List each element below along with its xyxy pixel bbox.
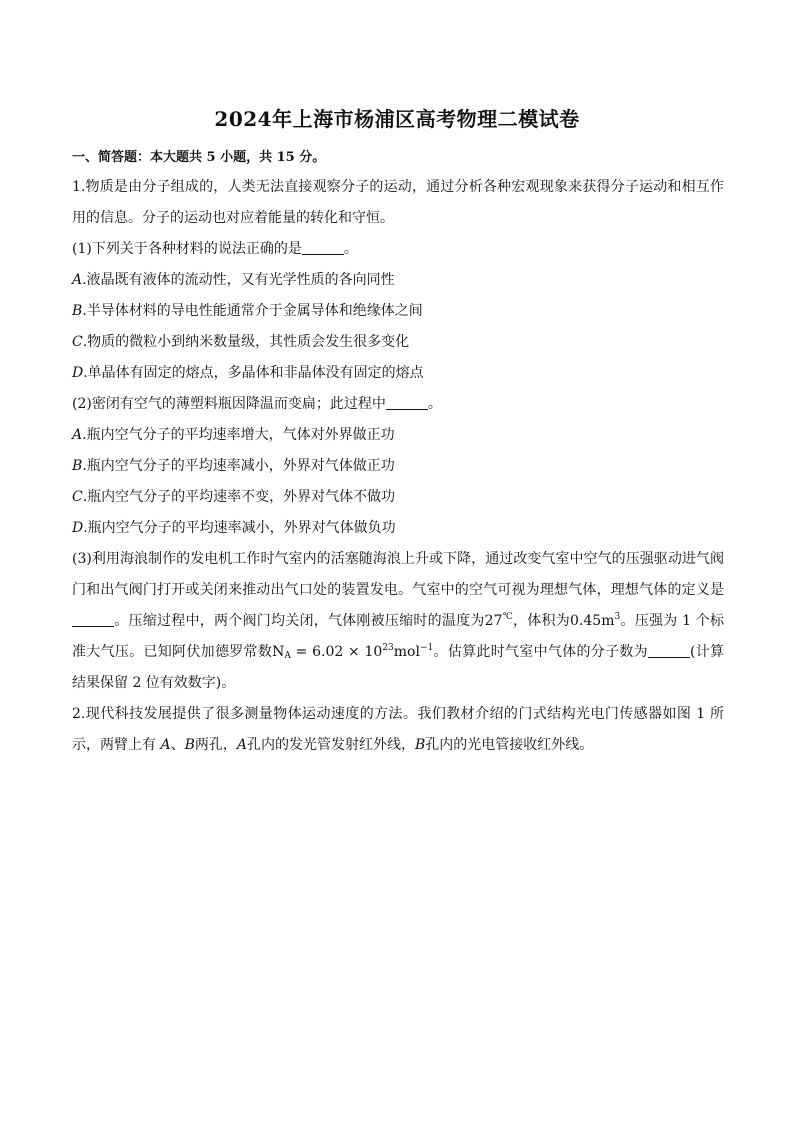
q1-part2-stem: (2)密闭有空气的薄塑料瓶因降温而变扁；此过程中 。 xyxy=(72,396,442,412)
q1-part1-stem: (1)下列关于各种材料的说法正确的是 。 xyxy=(72,241,358,257)
q1-part2-option-d: D.瓶内空气分子的平均速率减小，外界对气体做负功 xyxy=(72,520,396,536)
q1-part3: (3)利用海浪制作的发电机工作时气室内的活塞随海浪上升或下降，通过改变气室中空气的压强驱动进气阀门和出气阀门打开或关闭来推动出气口处的装置发电。气室中的空气可视为理想气体，理想气体的定义是。压缩过程中，两个阀门均关闭，气体刚被压缩时的温度为27℃，体积为$0.45m^3$。压强为 1 个标准大气压。已知阿伏加德罗常数$N_A = 6.02 \times 10^{23}mol^{-1}$。估算此时气室中气体的分子数为 (计算结果保留 2 位有效数字)。 xyxy=(72,551,725,691)
section-header: 一、简答题：本大题共 5 小题，共 15 分。 xyxy=(72,150,326,165)
q1-part1-option-a: A.液晶既有液体的流动性，又有光学性质的各向同性 xyxy=(72,272,395,288)
q1-part2-option-c: C.瓶内空气分子的平均速率不变，外界对气体不做功 xyxy=(72,489,396,505)
answer-blank xyxy=(648,643,690,658)
q1-part2-option-a: A.瓶内空气分子的平均速率增大，气体对外界做正功 xyxy=(72,427,395,443)
answer-blank xyxy=(386,395,428,410)
q1-part1-option-c: C.物质的微粒小到纳米数量级，其性质会发生很多变化 xyxy=(72,334,410,350)
q2-stem: 2.现代科技发展提供了很多测量物体运动速度的方法。我们教材介绍的门式结构光电门传感器如图 1 所示，两臂上有 A、B两孔，A孔内的发光管发射红外线，B孔内的光电管接收红外线。 xyxy=(72,706,724,753)
q1-part1-option-b: B.半导体材料的导电性能通常介于金属导体和绝缘体之间 xyxy=(72,303,423,319)
q1-intro: 1.物质是由分子组成的，人类无法直接观察分子的运动，通过分析各种宏观现象来获得分子运动和相互作用的信息。分子的运动也对应着能量的转化和守恒。 xyxy=(72,179,724,226)
q1-part2-option-b: B.瓶内空气分子的平均速率减小，外界对气体做正功 xyxy=(72,458,395,474)
answer-blank xyxy=(302,240,344,255)
page-title: 2024年上海市杨浦区高考物理二模试卷 xyxy=(214,107,580,131)
question-content xyxy=(72,172,724,761)
answer-blank xyxy=(72,612,114,627)
q1-part1-option-d: D.单晶体有固定的熔点，多晶体和非晶体没有固定的熔点 xyxy=(72,365,424,381)
